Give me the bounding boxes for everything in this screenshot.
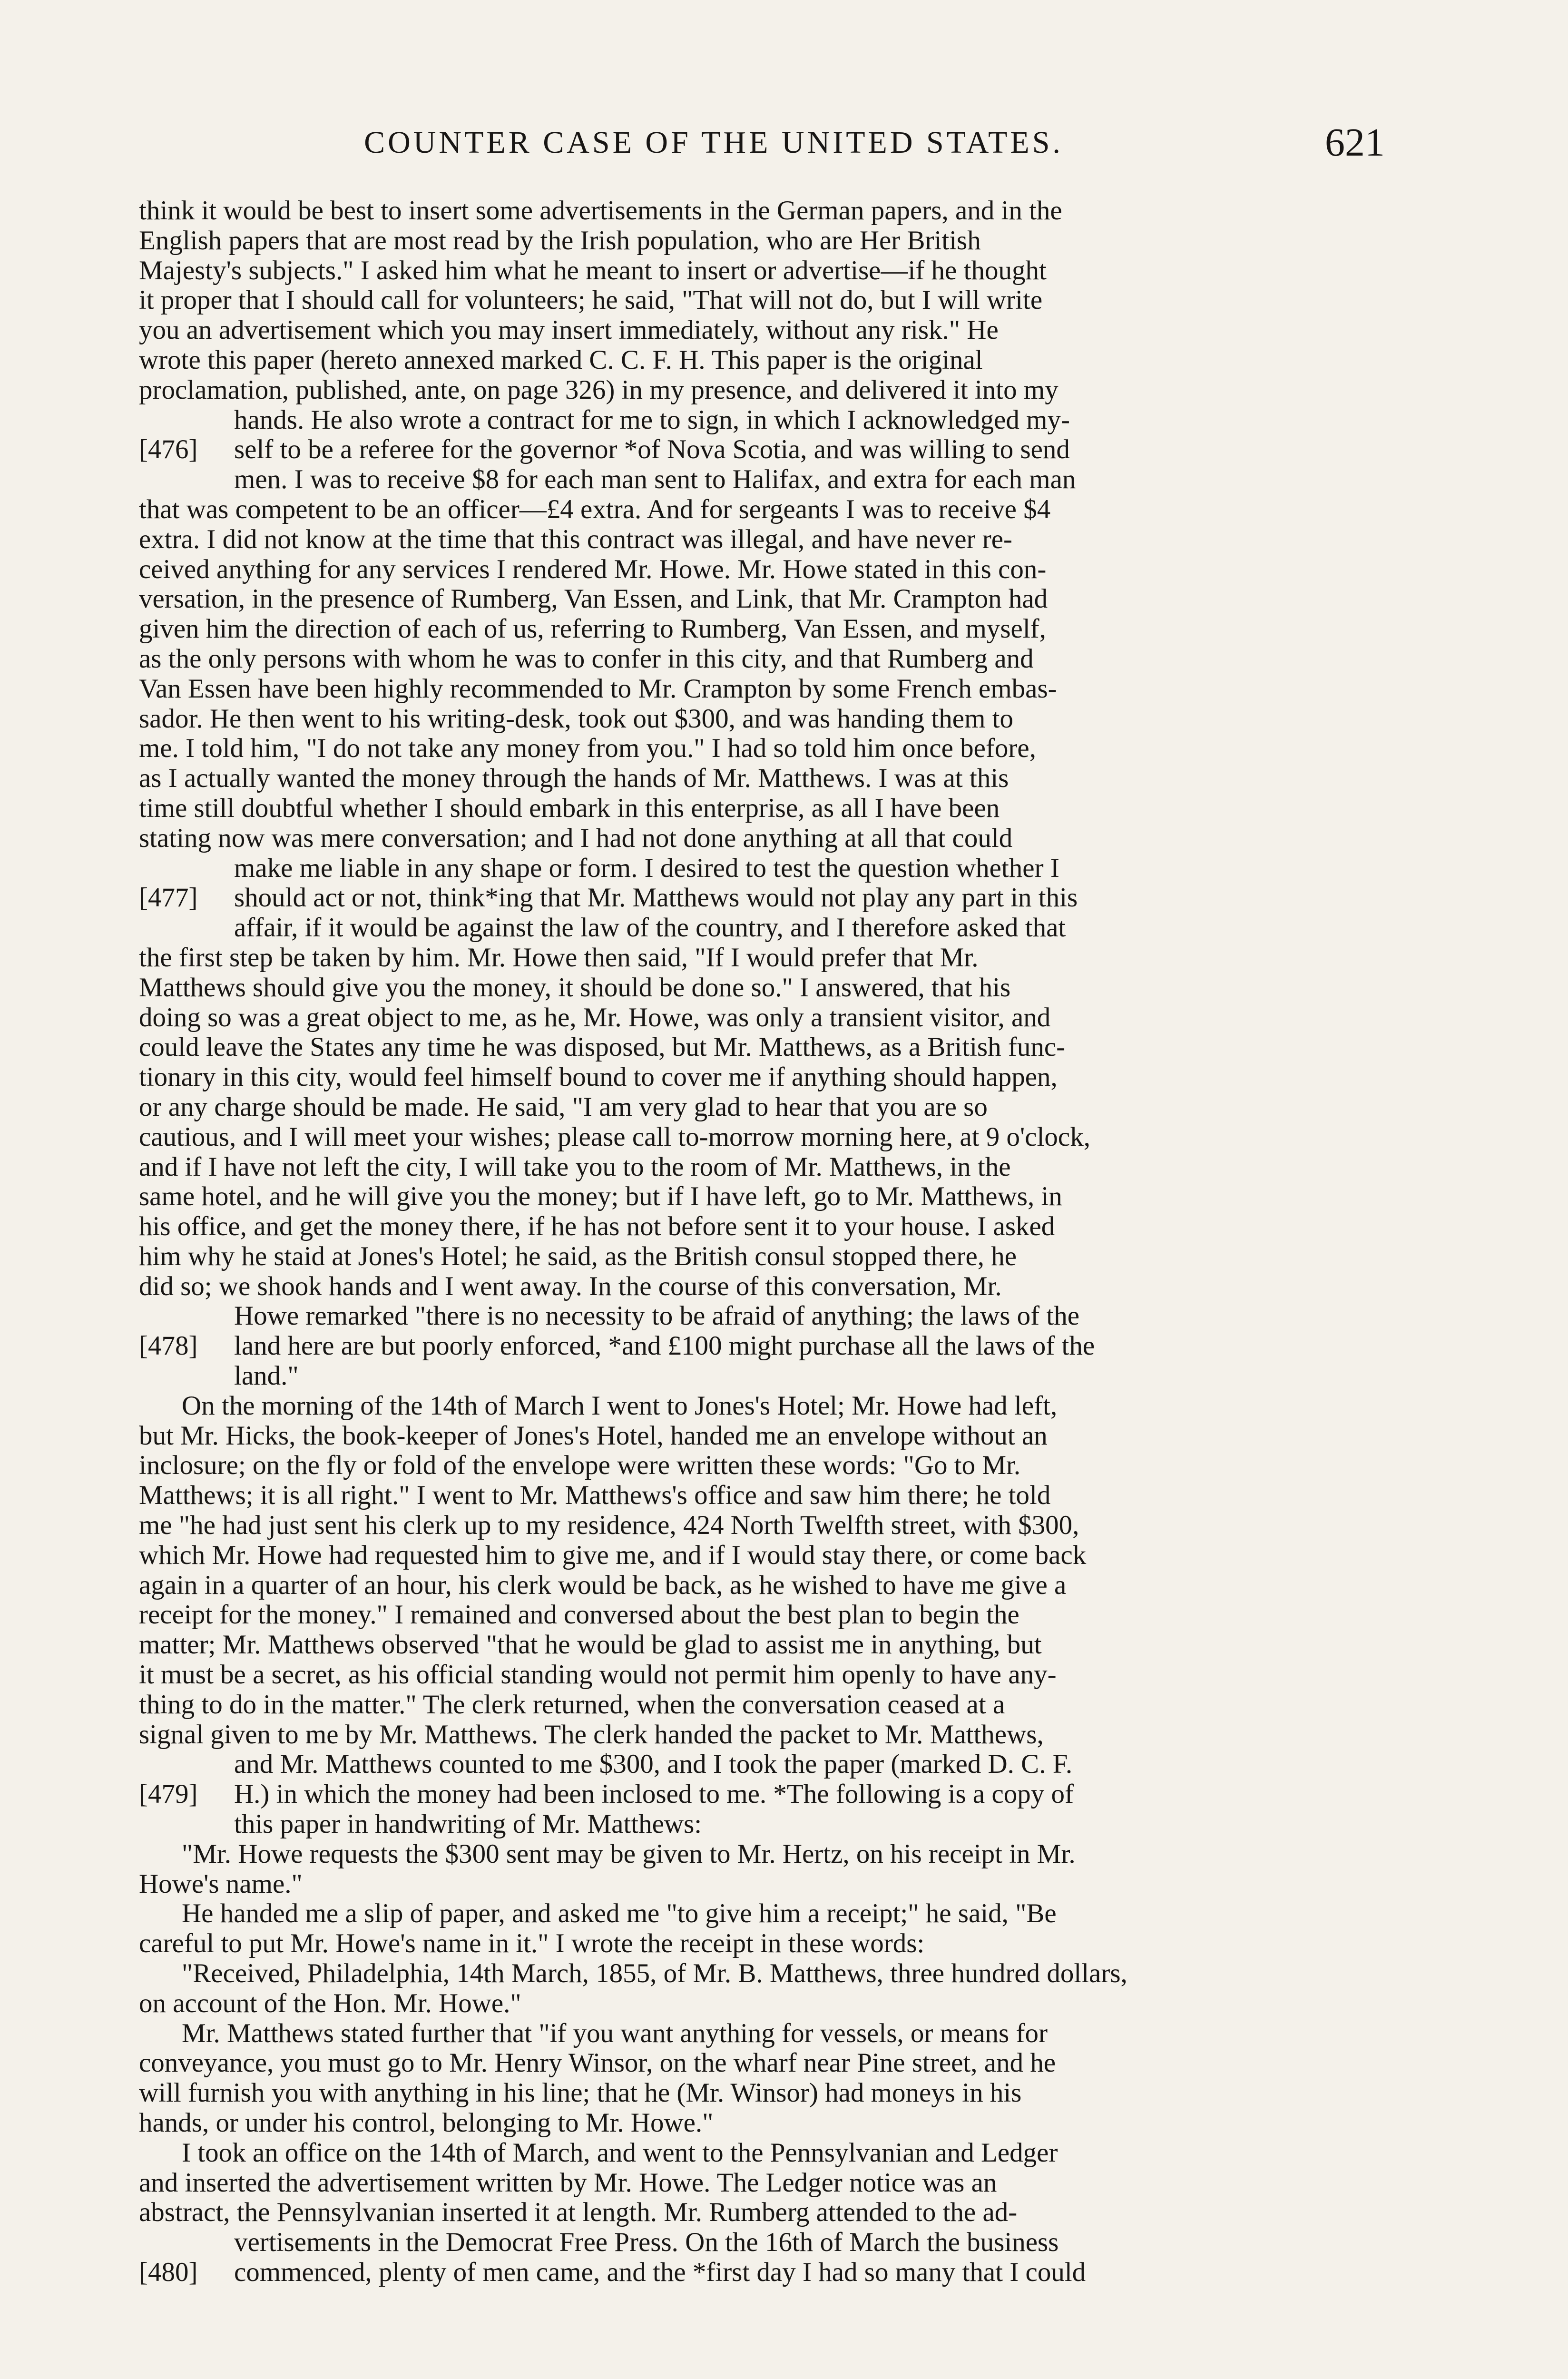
text-line xyxy=(139,614,1395,644)
page-marker: [480] xyxy=(139,2257,198,2287)
text-line xyxy=(139,1391,1395,1421)
body-text xyxy=(139,196,1395,2288)
line-text: him why he staid at Jones's Hotel; he said, as the British consul stopped there, he xyxy=(139,1241,1017,1271)
line-text: that was competent to be an officer—£4 extra. And for sergeants I was to receive $4 xyxy=(139,494,1051,524)
line-text: "Received, Philadelphia, 14th March, 1855, of Mr. B. Matthews, three hundred dollars, xyxy=(182,1958,1127,1989)
text-line xyxy=(139,1003,1395,1033)
line-text: On the morning of the 14th of March I went to Jones's Hotel; Mr. Howe had left, xyxy=(182,1390,1058,1421)
text-line xyxy=(139,1182,1395,1212)
line-text: me. I told him, "I do not take any money from you." I had so told him once before, xyxy=(139,733,1036,764)
text-line xyxy=(139,644,1395,674)
line-text: and Mr. Matthews counted to me $300, and I took the paper (marked D. C. F. xyxy=(234,1749,1073,1779)
line-text: it proper that I should call for volunteers; he said, "That will not do, but I will write xyxy=(139,285,1043,315)
text-line xyxy=(139,1899,1395,1929)
line-text: English papers that are most read by the Irish population, who are Her British xyxy=(139,225,981,256)
line-text: conveyance, you must go to Mr. Henry Winsor, on the wharf near Pine street, and he xyxy=(139,2048,1056,2078)
text-line xyxy=(139,1152,1395,1182)
text-line xyxy=(139,405,1395,435)
text-line xyxy=(139,1989,1395,2019)
text-line xyxy=(139,2198,1395,2228)
text-line xyxy=(139,435,1395,465)
text-line xyxy=(139,1361,1395,1391)
text-line xyxy=(139,734,1395,764)
line-text: H.) in which the money had been inclosed to me. *The following is a copy of xyxy=(234,1779,1074,1809)
text-line xyxy=(139,1122,1395,1152)
text-line xyxy=(139,2228,1395,2258)
line-text: cautious, and I will meet your wishes; please call to-morrow morning here, at 9 o'clock, xyxy=(139,1121,1090,1152)
line-text: and inserted the advertisement written by Mr. Howe. The Ledger notice was an xyxy=(139,2167,997,2198)
text-line xyxy=(139,1541,1395,1571)
text-line xyxy=(139,1690,1395,1720)
line-text: think it would be best to insert some advertisements in the German papers, and in the xyxy=(139,196,1062,226)
line-text: will furnish you with anything in his line; that he (Mr. Winsor) had moneys in his xyxy=(139,2078,1022,2108)
line-text: or any charge should be made. He said, "I am very glad to hear that you are so xyxy=(139,1091,988,1122)
text-line xyxy=(139,883,1395,913)
text-line xyxy=(139,943,1395,973)
line-text: as the only persons with whom he was to confer in this city, and that Rumberg and xyxy=(139,643,1034,674)
line-text: his office, and get the money there, if he has not before sent it to your house. I asked xyxy=(139,1211,1055,1242)
line-text: extra. I did not know at the time that this contract was illegal, and have never re- xyxy=(139,524,1013,554)
page-number: 621 xyxy=(1325,120,1385,165)
line-text: men. I was to receive $8 for each man sent to Halifax, and extra for each man xyxy=(234,464,1076,495)
text-line xyxy=(139,973,1395,1003)
line-text: versation, in the presence of Rumberg, Van Essen, and Link, that Mr. Crampton had xyxy=(139,584,1048,614)
line-text: self to be a referee for the governor *of Nova Scotia, and was willing to send xyxy=(234,434,1070,465)
text-line xyxy=(139,1779,1395,1809)
line-text: did so; we shook hands and I went away. In the course of this conversation, Mr. xyxy=(139,1271,1002,1301)
line-text: abstract, the Pennsylvanian inserted it at length. Mr. Rumberg attended to the ad- xyxy=(139,2197,1018,2228)
text-line xyxy=(139,1092,1395,1122)
text-line xyxy=(139,1301,1395,1331)
text-line xyxy=(139,794,1395,824)
line-text: Matthews should give you the money, it should be done so." I answered, that his xyxy=(139,972,1011,1003)
text-line xyxy=(139,1571,1395,1601)
line-text: receipt for the money." I remained and conversed about the best plan to begin the xyxy=(139,1600,1019,1630)
line-text: me "he had just sent his clerk up to my residence, 424 North Twelfth street, with $300, xyxy=(139,1510,1079,1541)
line-text: the first step be taken by him. Mr. Howe then said, "If I would prefer that Mr. xyxy=(139,942,979,973)
line-text: you an advertisement which you may insert immediately, without any risk." He xyxy=(139,315,999,345)
line-text: which Mr. Howe had requested him to give me, and if I would stay there, or come back xyxy=(139,1540,1087,1570)
line-text: this paper in handwriting of Mr. Matthews: xyxy=(234,1809,702,1839)
line-text: hands. He also wrote a contract for me to sign, in which I acknowledged my- xyxy=(234,404,1070,435)
page-marker: [478] xyxy=(139,1331,198,1361)
text-line xyxy=(139,555,1395,585)
line-text: land." xyxy=(234,1361,299,1391)
text-line xyxy=(139,584,1395,614)
line-text: make me liable in any shape or form. I desired to test the question whether I xyxy=(234,853,1059,883)
line-text: on account of the Hon. Mr. Howe." xyxy=(139,1988,521,2018)
line-text: signal given to me by Mr. Matthews. The clerk handed the packet to Mr. Matthews, xyxy=(139,1719,1044,1750)
text-line xyxy=(139,854,1395,884)
text-line xyxy=(139,1869,1395,1899)
line-text: given him the direction of each of us, referring to Rumberg, Van Essen, and myself, xyxy=(139,614,1046,644)
text-line xyxy=(139,1809,1395,1839)
text-line xyxy=(139,2078,1395,2108)
text-line xyxy=(139,1062,1395,1092)
line-text: Howe remarked "there is no necessity to be afraid of anything; the laws of the xyxy=(234,1301,1080,1331)
text-line xyxy=(139,1630,1395,1660)
text-line xyxy=(139,2108,1395,2138)
text-line xyxy=(139,525,1395,555)
line-text: affair, if it would be against the law of the country, and I therefore asked that xyxy=(234,913,1066,943)
running-title: COUNTER CASE OF THE UNITED STATES. xyxy=(364,125,1063,160)
line-text: inclosure; on the fly or fold of the envelope were written these words: "Go to Mr. xyxy=(139,1450,1021,1481)
text-line xyxy=(139,1032,1395,1062)
text-line xyxy=(139,704,1395,734)
text-line xyxy=(139,2168,1395,2198)
page-marker: [477] xyxy=(139,883,198,913)
text-line xyxy=(139,226,1395,256)
line-text: sador. He then went to his writing-desk, took out $300, and was handing them to xyxy=(139,703,1013,734)
line-text: careful to put Mr. Howe's name in it." I wrote the receipt in these words: xyxy=(139,1928,925,1959)
text-line xyxy=(139,674,1395,704)
text-line xyxy=(139,2138,1395,2168)
text-line xyxy=(139,1511,1395,1541)
line-text: Majesty's subjects." I asked him what he meant to insert or advertise—if he thought xyxy=(139,255,1047,285)
text-line xyxy=(139,465,1395,495)
line-text: and if I have not left the city, I will take you to the room of Mr. Matthews, in the xyxy=(139,1151,1011,1182)
text-line xyxy=(139,2258,1395,2288)
text-line xyxy=(139,1720,1395,1750)
line-text: Van Essen have been highly recommended to Mr. Crampton by some French embas- xyxy=(139,673,1057,704)
line-text: time still doubtful whether I should embark in this enterprise, as all I have been xyxy=(139,793,1000,823)
text-line xyxy=(139,1242,1395,1272)
text-line xyxy=(139,1600,1395,1630)
text-line xyxy=(139,1481,1395,1511)
text-line xyxy=(139,913,1395,943)
line-text: could leave the States any time he was disposed, but Mr. Matthews, as a British func- xyxy=(139,1032,1066,1062)
line-text: vertisements in the Democrat Free Press. On the 16th of March the business xyxy=(234,2227,1059,2258)
page-marker: [476] xyxy=(139,434,198,465)
text-line xyxy=(139,1212,1395,1242)
text-line xyxy=(139,2019,1395,2049)
line-text: "Mr. Howe requests the $300 sent may be given to Mr. Hertz, on his receipt in Mr. xyxy=(182,1838,1076,1869)
line-text: but Mr. Hicks, the book-keeper of Jones's Hotel, handed me an envelope without an xyxy=(139,1420,1048,1451)
text-line xyxy=(139,345,1395,375)
page-marker: [479] xyxy=(139,1779,198,1809)
text-line xyxy=(139,1929,1395,1959)
line-text: should act or not, think*ing that Mr. Matthews would not play any part in this xyxy=(234,883,1078,913)
line-text: wrote this paper (hereto annexed marked C. C. F. H. This paper is the original xyxy=(139,344,983,375)
text-line xyxy=(139,256,1395,286)
text-line xyxy=(139,1839,1395,1869)
line-text: same hotel, and he will give you the money; but if I have left, go to Mr. Matthews, in xyxy=(139,1181,1062,1212)
line-text: matter; Mr. Matthews observed "that he would be glad to assist me in anything, but xyxy=(139,1630,1042,1660)
line-text: Matthews; it is all right." I went to Mr. Matthews's office and saw him there; he told xyxy=(139,1480,1051,1511)
text-line xyxy=(139,1451,1395,1481)
text-line xyxy=(139,375,1395,405)
text-line xyxy=(139,196,1395,226)
text-line xyxy=(139,1421,1395,1451)
text-line xyxy=(139,285,1395,315)
line-text: tionary in this city, would feel himself bound to cover me if anything should happen, xyxy=(139,1062,1058,1092)
text-line xyxy=(139,1750,1395,1779)
line-text: thing to do in the matter." The clerk returned, when the conversation ceased at a xyxy=(139,1689,1005,1720)
text-line xyxy=(139,2048,1395,2078)
text-line xyxy=(139,824,1395,854)
line-text: doing so was a great object to me, as he, Mr. Howe, was only a transient visitor, and xyxy=(139,1002,1051,1032)
line-text: as I actually wanted the money through the hands of Mr. Matthews. I was at this xyxy=(139,763,1009,794)
text-line xyxy=(139,764,1395,794)
text-line xyxy=(139,495,1395,525)
line-text: proclamation, published, ante, on page 326) in my presence, and delivered it into my xyxy=(139,374,1058,405)
text-line xyxy=(139,1331,1395,1361)
line-text: again in a quarter of an hour, his clerk would be back, as he wished to have me give a xyxy=(139,1570,1067,1600)
line-text: land here are but poorly enforced, *and £100 might purchase all the laws of the xyxy=(234,1331,1095,1361)
line-text: stating now was mere conversation; and I had not done anything at all that could xyxy=(139,823,1013,853)
line-text: I took an office on the 14th of March, and went to the Pennsylvanian and Ledger xyxy=(182,2137,1058,2168)
line-text: it must be a secret, as his official standing would not permit him openly to have any- xyxy=(139,1660,1057,1690)
line-text: He handed me a slip of paper, and asked me "to give him a receipt;" he said, "Be xyxy=(182,1898,1057,1929)
line-text: commenced, plenty of men came, and the *first day I had so many that I could xyxy=(234,2257,1086,2287)
text-line xyxy=(139,315,1395,345)
page-header xyxy=(0,114,1568,171)
line-text: hands, or under his control, belonging to Mr. Howe." xyxy=(139,2108,714,2138)
text-line xyxy=(139,1660,1395,1690)
line-text: ceived anything for any services I rendered Mr. Howe. Mr. Howe stated in this con- xyxy=(139,554,1047,584)
line-text: Howe's name." xyxy=(139,1868,303,1899)
text-line xyxy=(139,1272,1395,1302)
line-text: Mr. Matthews stated further that "if you want anything for vessels, or means for xyxy=(182,2018,1048,2048)
text-line xyxy=(139,1959,1395,1989)
